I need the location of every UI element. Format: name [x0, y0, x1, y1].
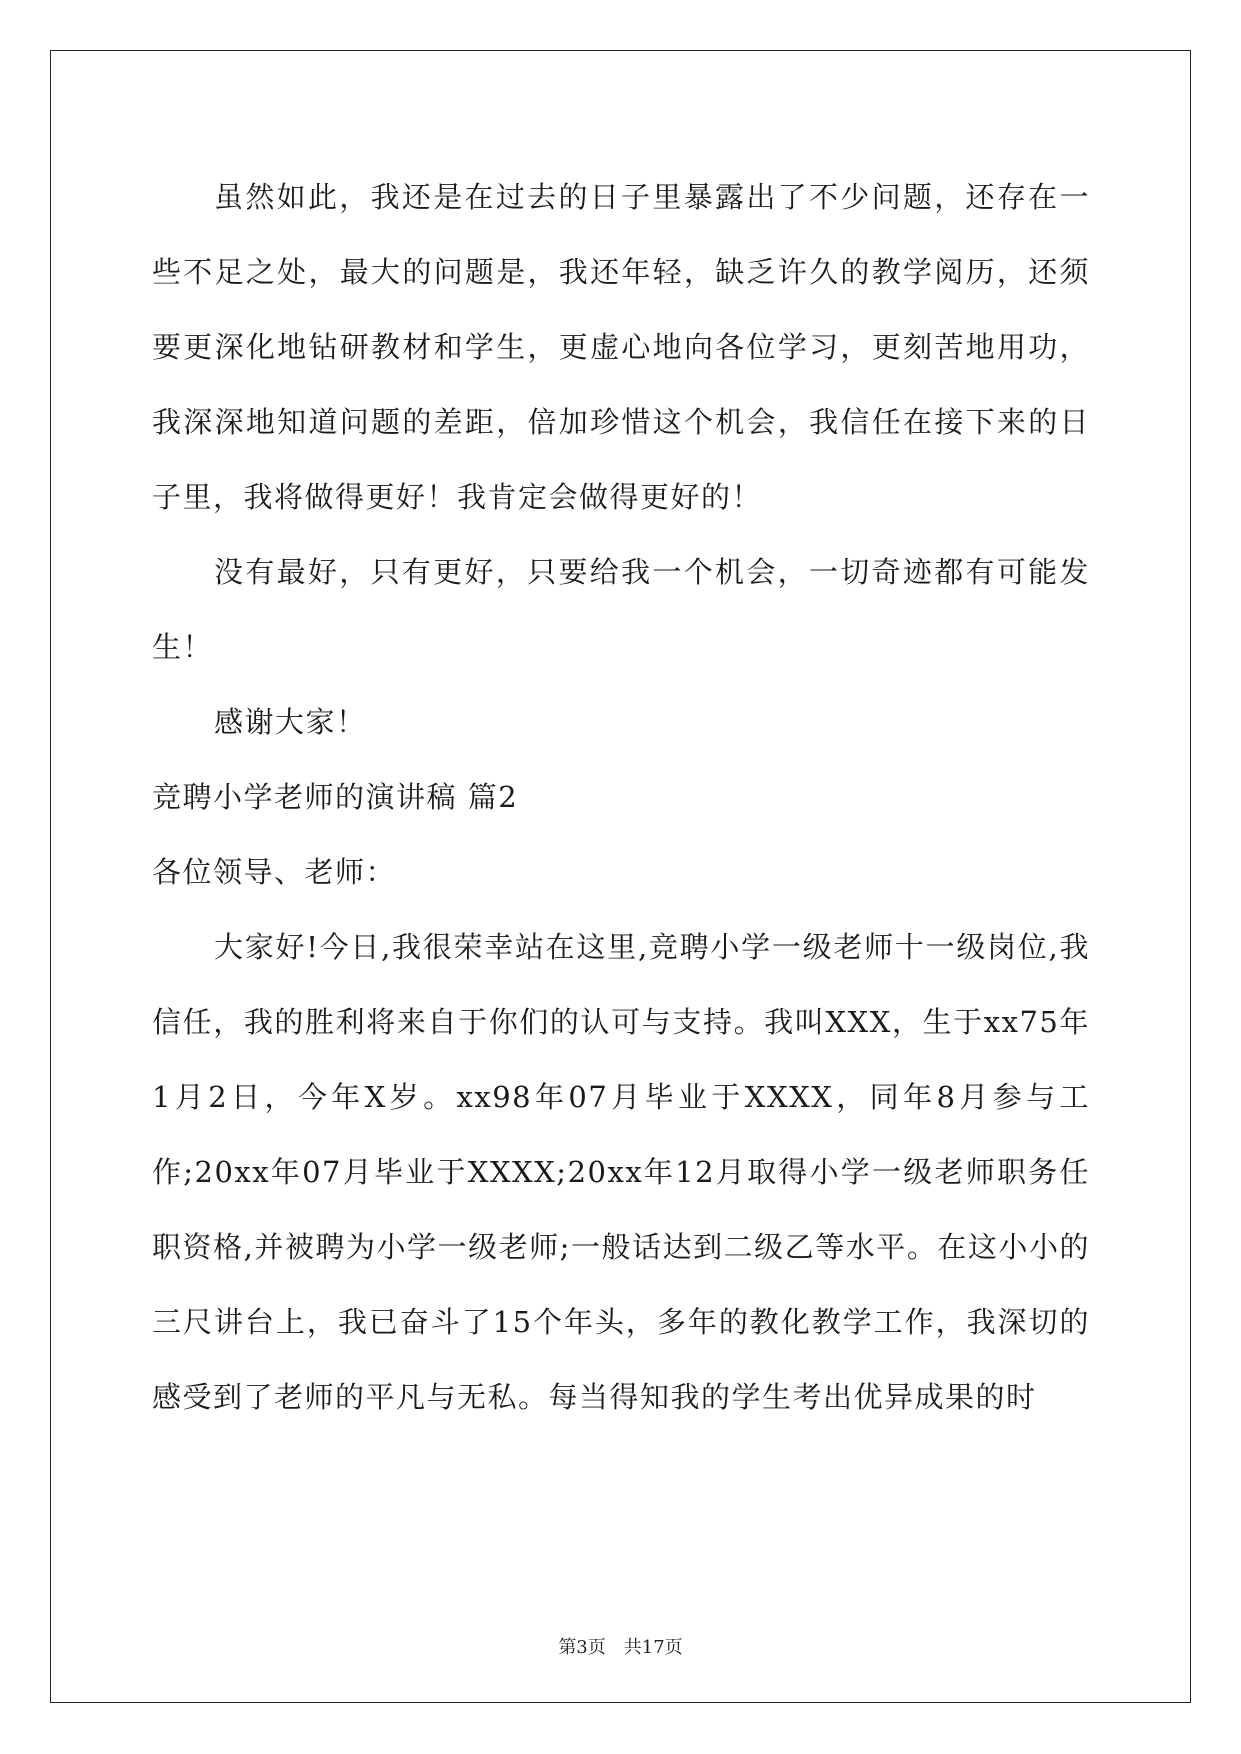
document-body [152, 160, 1090, 1435]
paragraph: 感谢大家！ [214, 705, 367, 739]
paragraph: 虽然如此，我还是在过去的日子里暴露出了不少问题，还存在一些不足之处，最大的问题是，我还年轻，缺乏许久的教学阅历，还须要更深化地钻研教材和学生，更虚心地向各位学习，更刻苦地用功，我深深地知道问题的差距，倍加珍惜这个机会，我信任在接下来的日子里，我将做得更好！我肯定会做得更好的！ [152, 180, 1090, 514]
page-number-footer: 第3页 共17页 [558, 1637, 683, 1658]
paragraph: 没有最好，只有更好，只要给我一个机会，一切奇迹都有可能发生！ [152, 555, 1090, 664]
section-heading: 竞聘小学老师的演讲稿 篇2 [152, 780, 519, 814]
salutation: 各位领导、老师： [152, 855, 397, 889]
paragraph: 大家好!今日,我很荣幸站在这里,竞聘小学一级老师十一级岗位,我信任，我的胜利将来自于你们的认可与支持。我叫XXX，生于xx75年1月2日，今年X岁。xx98年07月毕业于XXXX，同年8月参与工作;20xx年07月毕业于XXXX;20xx年12月取得小学一级老师职务任职资格,并被聘为小学一级老师;一般话达到二级乙等水平。在这小小的三尺讲台上，我已奋斗了15个年头，多年的教化教学工作，我深切的感受到了老师的平凡与无私。每当得知我的学生考出优异成果的时 [152, 930, 1090, 1414]
